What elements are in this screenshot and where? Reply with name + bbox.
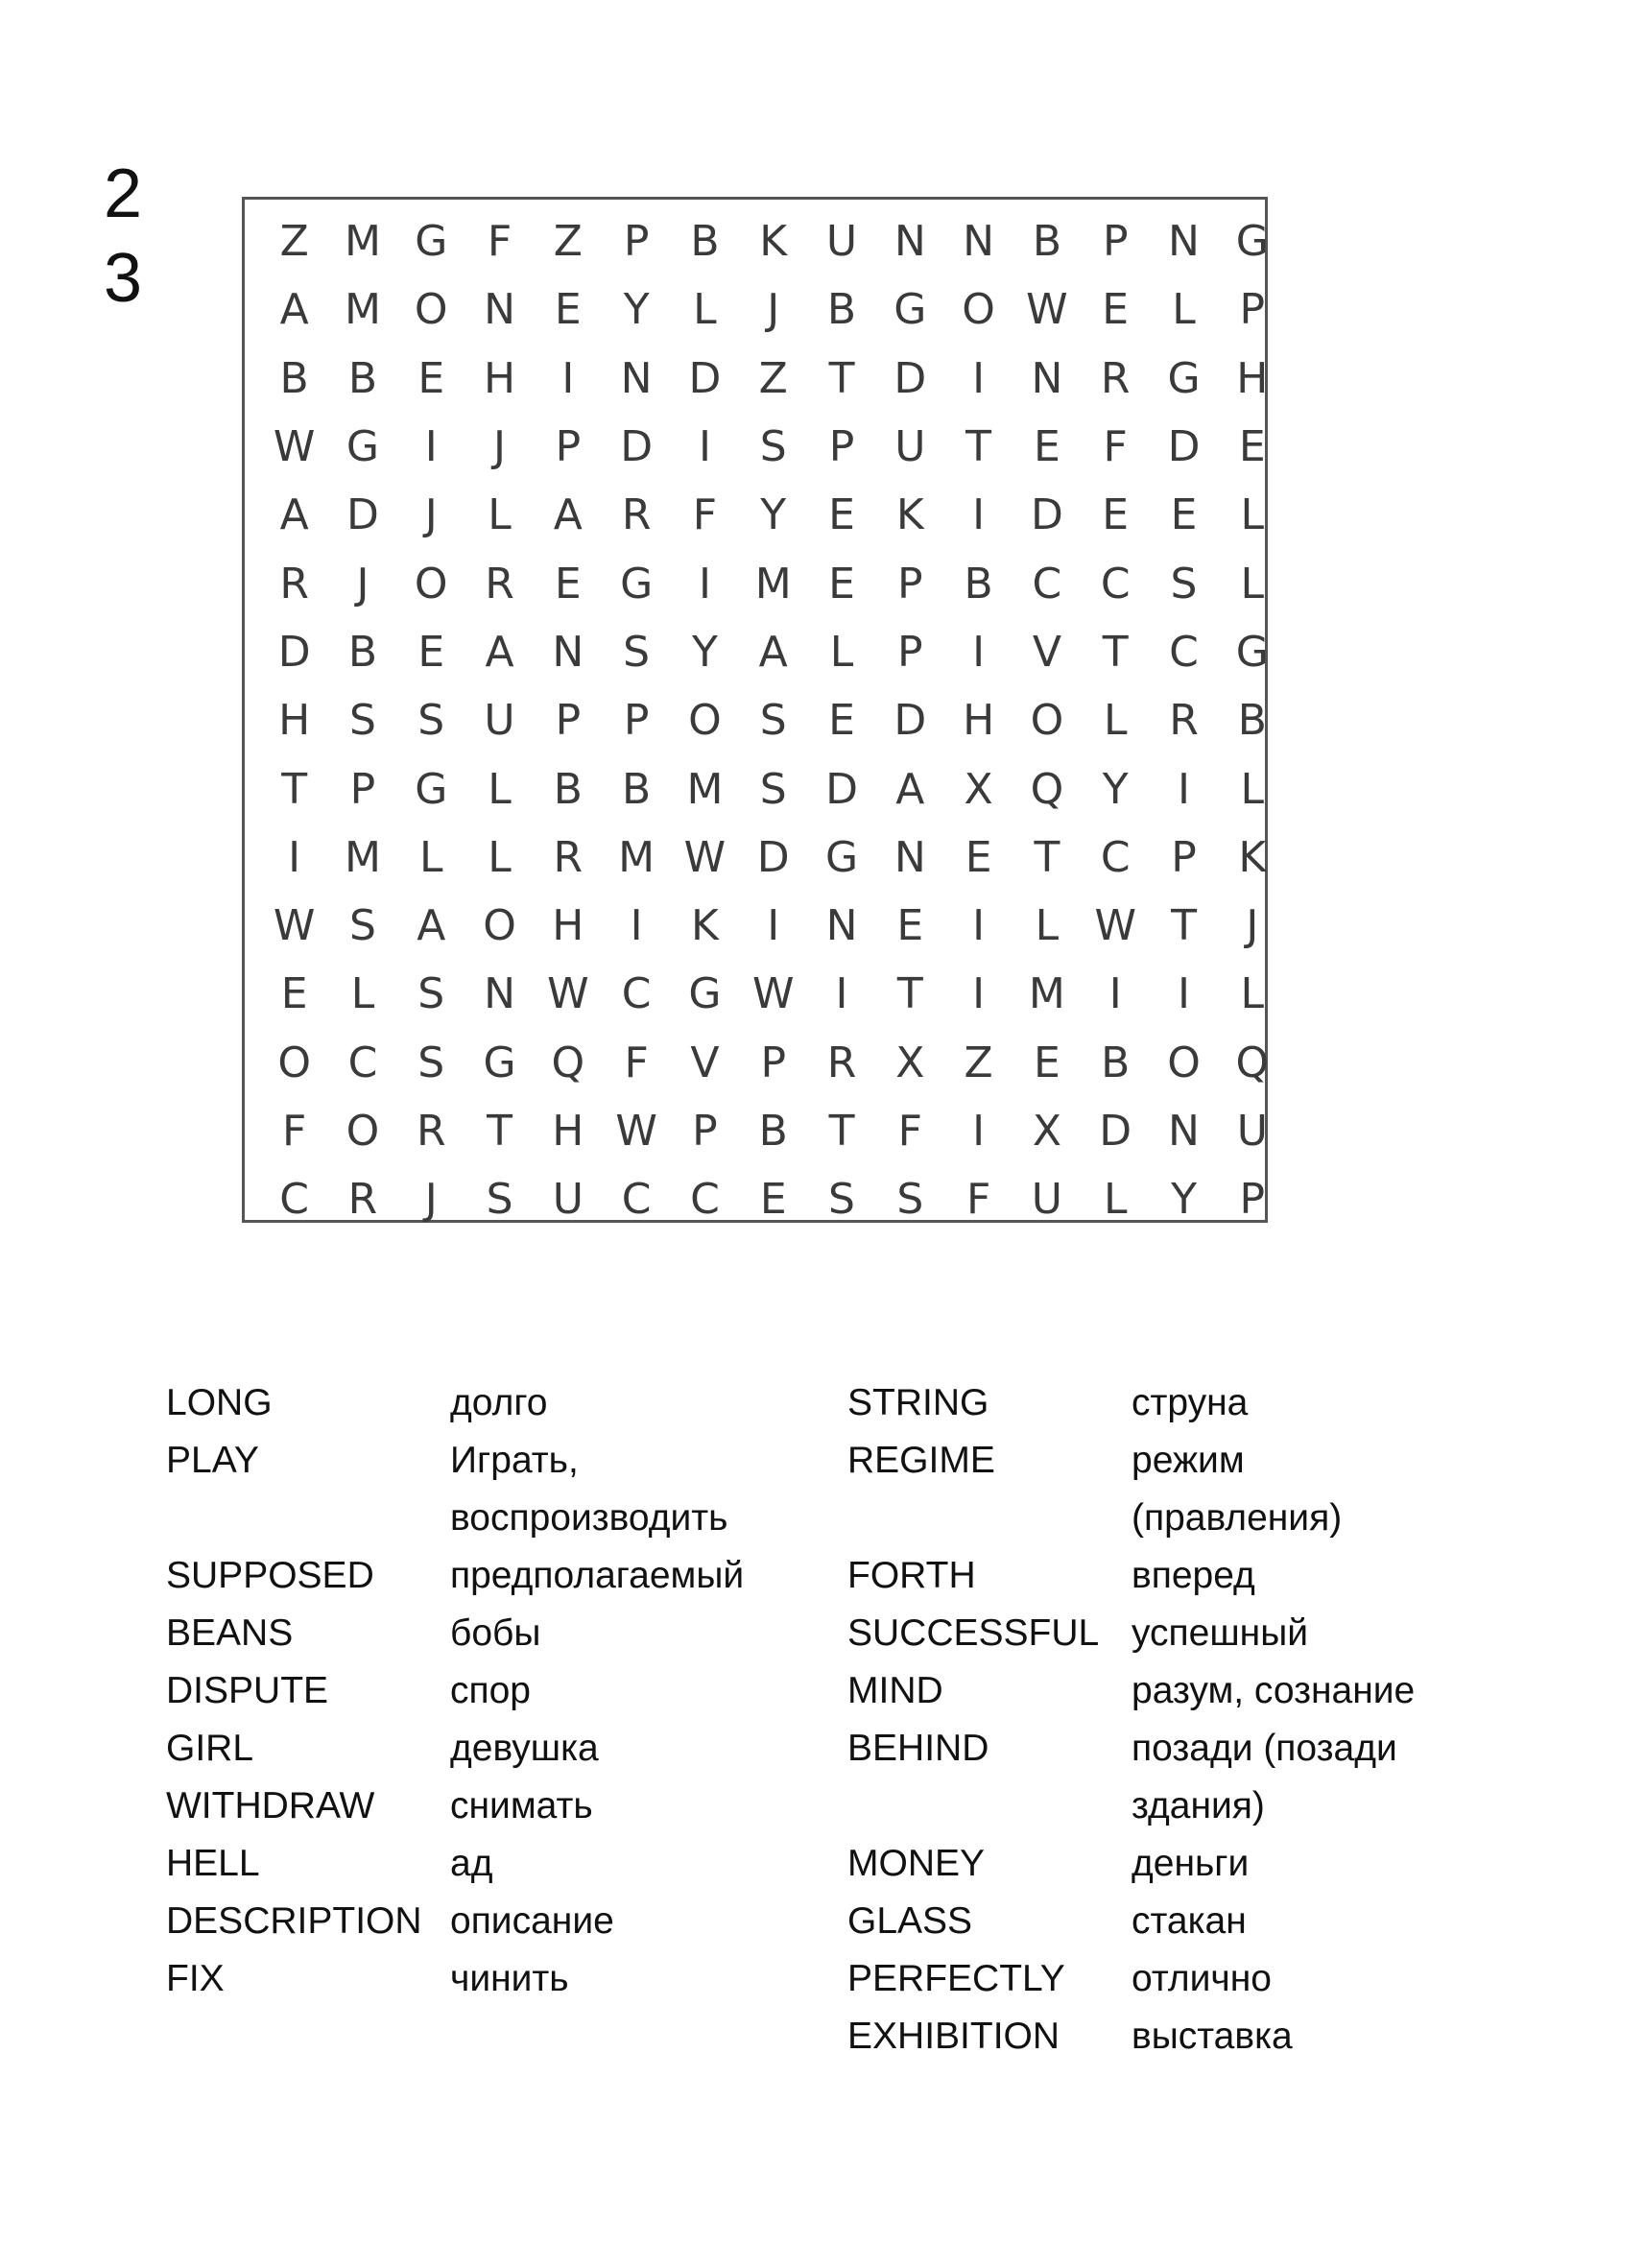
grid-cell: O: [414, 559, 448, 609]
grid-cell: F: [487, 217, 512, 267]
grid-cell: V: [690, 1038, 720, 1087]
grid-cell: W: [1094, 901, 1136, 951]
grid-cell: I: [972, 1107, 986, 1156]
word-translation: долго: [450, 1382, 548, 1423]
grid-cell: O: [414, 285, 448, 335]
grid-cell: Y: [1171, 1175, 1197, 1225]
grid-cell: S: [759, 764, 787, 814]
grid-cell: R: [1100, 353, 1131, 403]
grid-cell: Y: [691, 627, 718, 677]
grid-cell: C: [1100, 559, 1131, 609]
grid-cell: A: [417, 901, 446, 951]
grid-cell: K: [1238, 832, 1267, 882]
word-translation: снимать: [450, 1785, 593, 1826]
grid-cell: T: [1102, 627, 1129, 677]
grid-cell: E: [417, 353, 445, 403]
grid-cell: C: [1169, 627, 1199, 677]
grid-cell: R: [1169, 696, 1199, 746]
grid-cell: E: [759, 1175, 787, 1225]
grid-cell: W: [273, 422, 316, 472]
grid-cell: L: [693, 285, 717, 335]
grid-cell: S: [486, 1175, 513, 1225]
grid-cell: I: [698, 559, 711, 609]
grid-cell: S: [759, 696, 787, 746]
grid-cell: E: [896, 901, 924, 951]
grid-cell: D: [1099, 1107, 1132, 1156]
grid-cell: I: [1178, 764, 1190, 814]
grid-cell: E: [1238, 422, 1266, 472]
grid-cell: F: [624, 1038, 649, 1087]
grid-cell: Q: [551, 1038, 585, 1087]
grid-cell: B: [690, 217, 720, 267]
grid-cell: U: [825, 217, 858, 267]
grid-cell: O: [688, 696, 722, 746]
grid-cell: O: [1030, 696, 1064, 746]
grid-cell: I: [630, 901, 643, 951]
grid-cell: W: [1026, 285, 1068, 335]
grid-cell: S: [759, 422, 787, 472]
grid-cell: G: [415, 217, 448, 267]
grid-cell: Z: [758, 353, 788, 403]
word-english: BEHIND: [847, 1728, 989, 1769]
grid-cell: I: [288, 832, 301, 882]
grid-cell: F: [1103, 422, 1128, 472]
grid-cell: F: [897, 1107, 922, 1156]
grid-cell: K: [691, 901, 719, 951]
grid-cell: B: [964, 559, 993, 609]
grid-cell: N: [1031, 353, 1063, 403]
grid-cell: Q: [1030, 764, 1064, 814]
word-translation: струна: [1132, 1382, 1249, 1423]
grid-cell: L: [488, 764, 512, 814]
word-translation: здания): [1132, 1785, 1265, 1826]
grid-cell: L: [1240, 490, 1265, 540]
grid-cell: J: [767, 285, 780, 335]
grid-cell: M: [618, 832, 655, 882]
word-translation: (правления): [1132, 1497, 1343, 1539]
grid-cell: H: [552, 1107, 584, 1156]
grid-cell: G: [620, 559, 654, 609]
grid-cell: S: [1170, 559, 1198, 609]
grid-cell: E: [965, 832, 992, 882]
word-search-grid: [260, 207, 1286, 1233]
grid-cell: T: [828, 1107, 855, 1156]
grid-cell: O: [345, 1107, 380, 1156]
grid-cell: E: [417, 627, 445, 677]
word-translation: вперед: [1132, 1555, 1255, 1596]
grid-cell: B: [347, 627, 378, 677]
grid-cell: K: [759, 217, 788, 267]
grid-cell: E: [554, 285, 582, 335]
grid-cell: A: [279, 490, 309, 540]
word-english: GIRL: [166, 1728, 254, 1769]
word-english: STRING: [847, 1382, 989, 1423]
word-english: DESCRIPTION: [166, 1900, 422, 1942]
grid-cell: D: [893, 696, 927, 746]
grid-cell: J: [424, 1175, 438, 1225]
grid-cell: L: [1240, 764, 1265, 814]
grid-cell: B: [1237, 696, 1267, 746]
grid-cell: N: [893, 832, 926, 882]
grid-cell: L: [1240, 559, 1265, 609]
grid-cell: I: [424, 422, 438, 472]
grid-cell: B: [279, 353, 309, 403]
grid-cell: P: [623, 217, 650, 267]
grid-cell: Y: [1102, 764, 1129, 814]
word-english: BEANS: [166, 1612, 294, 1654]
grid-cell: G: [1167, 353, 1201, 403]
grid-cell: U: [484, 696, 515, 746]
grid-cell: R: [826, 1038, 857, 1087]
word-translation: Играть,: [450, 1440, 579, 1481]
grid-cell: R: [621, 490, 652, 540]
grid-cell: E: [1102, 285, 1130, 335]
word-english: FIX: [166, 1958, 225, 1999]
grid-cell: U: [1031, 1175, 1063, 1225]
grid-cell: T: [896, 969, 923, 1019]
grid-cell: B: [553, 764, 583, 814]
grid-cell: O: [277, 1038, 311, 1087]
grid-cell: Q: [1235, 1038, 1270, 1087]
grid-cell: T: [1034, 832, 1060, 882]
grid-cell: S: [896, 1175, 924, 1225]
grid-cell: D: [893, 353, 927, 403]
grid-cell: P: [1102, 217, 1129, 267]
word-translation: ад: [450, 1843, 493, 1884]
grid-cell: P: [1171, 832, 1197, 882]
word-translation: отлично: [1132, 1958, 1272, 1999]
grid-cell: O: [962, 285, 995, 335]
word-translation: чинить: [450, 1958, 569, 1999]
grid-cell: L: [488, 832, 512, 882]
grid-cell: W: [273, 901, 316, 951]
grid-cell: N: [552, 627, 584, 677]
word-english: GLASS: [847, 1900, 973, 1942]
word-english: LONG: [166, 1382, 273, 1423]
grid-cell: E: [1034, 422, 1060, 472]
grid-cell: L: [1103, 1175, 1128, 1225]
grid-cell: D: [277, 627, 311, 677]
grid-cell: Y: [623, 285, 650, 335]
grid-cell: L: [1035, 901, 1060, 951]
grid-cell: I: [1178, 969, 1190, 1019]
grid-cell: E: [1102, 490, 1130, 540]
grid-cell: P: [1239, 1175, 1266, 1225]
grid-cell: S: [623, 627, 651, 677]
grid-cell: A: [485, 627, 514, 677]
grid-cell: U: [1236, 1107, 1268, 1156]
grid-cell: B: [758, 1107, 788, 1156]
grid-cell: G: [893, 285, 927, 335]
grid-cell: Z: [553, 217, 583, 267]
word-english: HELL: [166, 1843, 260, 1884]
grid-cell: N: [484, 285, 515, 335]
grid-cell: T: [965, 422, 992, 472]
word-translation: спор: [450, 1670, 531, 1711]
grid-cell: I: [972, 969, 986, 1019]
grid-cell: D: [1030, 490, 1063, 540]
page-number-digit: 3: [104, 240, 143, 317]
grid-cell: B: [1032, 217, 1061, 267]
grid-cell: E: [1034, 1038, 1060, 1087]
grid-cell: C: [1100, 832, 1131, 882]
grid-cell: J: [424, 490, 438, 540]
grid-cell: A: [758, 627, 788, 677]
grid-cell: Y: [760, 490, 787, 540]
grid-cell: C: [279, 1175, 310, 1225]
grid-cell: I: [1108, 969, 1122, 1019]
grid-cell: E: [280, 969, 308, 1019]
grid-cell: V: [1032, 627, 1061, 677]
grid-cell: G: [1235, 627, 1269, 677]
grid-cell: H: [278, 696, 311, 746]
grid-cell: C: [690, 1175, 720, 1225]
grid-cell: U: [894, 422, 926, 472]
grid-cell: E: [1170, 490, 1198, 540]
grid-cell: F: [692, 490, 718, 540]
grid-cell: D: [1167, 422, 1201, 472]
grid-cell: P: [623, 696, 650, 746]
word-translation: выставка: [1132, 2016, 1293, 2057]
grid-cell: G: [415, 764, 448, 814]
word-english: FORTH: [847, 1555, 976, 1596]
grid-cell: R: [347, 1175, 378, 1225]
grid-cell: B: [826, 285, 857, 335]
grid-cell: P: [692, 1107, 718, 1156]
grid-cell: A: [553, 490, 583, 540]
grid-cell: W: [547, 969, 589, 1019]
grid-cell: J: [1246, 901, 1259, 951]
grid-cell: G: [1235, 217, 1269, 267]
grid-cell: G: [483, 1038, 516, 1087]
grid-cell: I: [972, 490, 986, 540]
grid-cell: Z: [964, 1038, 993, 1087]
grid-cell: C: [347, 1038, 378, 1087]
grid-cell: D: [346, 490, 379, 540]
grid-cell: D: [825, 764, 858, 814]
grid-cell: H: [483, 353, 516, 403]
grid-cell: T: [487, 1107, 512, 1156]
grid-cell: L: [350, 969, 375, 1019]
grid-cell: K: [895, 490, 924, 540]
grid-cell: X: [964, 764, 993, 814]
grid-cell: I: [698, 422, 711, 472]
grid-cell: N: [963, 217, 995, 267]
word-english: PLAY: [166, 1440, 259, 1481]
grid-cell: T: [1171, 901, 1197, 951]
grid-cell: E: [828, 490, 855, 540]
grid-cell: P: [349, 764, 376, 814]
grid-cell: H: [552, 901, 584, 951]
word-search-grid-frame: [242, 197, 1268, 1223]
grid-cell: I: [767, 901, 780, 951]
grid-cell: R: [416, 1107, 446, 1156]
grid-cell: S: [348, 696, 376, 746]
grid-cell: D: [688, 353, 722, 403]
grid-cell: L: [1240, 969, 1265, 1019]
word-english: MONEY: [847, 1843, 986, 1884]
grid-cell: L: [1103, 696, 1128, 746]
grid-cell: P: [897, 627, 923, 677]
word-translation: девушка: [450, 1728, 599, 1769]
grid-cell: M: [344, 285, 381, 335]
page-number: [104, 152, 142, 321]
grid-cell: I: [835, 969, 848, 1019]
word-translation: режим: [1132, 1440, 1245, 1481]
grid-cell: O: [1167, 1038, 1201, 1087]
grid-cell: O: [483, 901, 516, 951]
grid-cell: B: [1101, 1038, 1131, 1087]
grid-cell: N: [484, 969, 515, 1019]
grid-cell: T: [281, 764, 308, 814]
grid-cell: F: [965, 1175, 991, 1225]
grid-cell: C: [621, 969, 652, 1019]
word-english: SUCCESSFUL: [847, 1612, 1100, 1654]
grid-cell: N: [1168, 217, 1200, 267]
grid-cell: I: [561, 353, 575, 403]
grid-cell: S: [828, 1175, 855, 1225]
word-english: WITHDRAW: [166, 1785, 375, 1826]
grid-cell: M: [754, 559, 792, 609]
grid-cell: A: [279, 285, 309, 335]
grid-cell: C: [621, 1175, 652, 1225]
word-translation: предполагаемый: [450, 1555, 745, 1596]
grid-cell: X: [1032, 1107, 1061, 1156]
grid-cell: L: [829, 627, 854, 677]
grid-cell: L: [418, 832, 443, 882]
grid-cell: J: [356, 559, 369, 609]
grid-cell: A: [895, 764, 925, 814]
grid-cell: P: [760, 1038, 786, 1087]
word-translation: стакан: [1132, 1900, 1247, 1942]
grid-cell: H: [963, 696, 995, 746]
grid-cell: P: [555, 696, 582, 746]
grid-cell: U: [552, 1175, 584, 1225]
word-translation: деньги: [1132, 1843, 1250, 1884]
grid-cell: P: [1239, 285, 1266, 335]
grid-cell: M: [344, 832, 381, 882]
grid-cell: H: [1236, 353, 1269, 403]
word-english: REGIME: [847, 1440, 995, 1481]
grid-cell: S: [348, 901, 376, 951]
word-translation: разум, сознание: [1132, 1670, 1416, 1711]
grid-cell: W: [683, 832, 727, 882]
grid-cell: S: [417, 969, 445, 1019]
grid-cell: S: [417, 1038, 445, 1087]
grid-cell: Z: [279, 217, 309, 267]
grid-cell: E: [828, 559, 855, 609]
word-translation: бобы: [450, 1612, 541, 1654]
word-english: SUPPOSED: [166, 1555, 374, 1596]
page-number-digit: 2: [104, 155, 143, 232]
grid-cell: N: [620, 353, 653, 403]
grid-cell: I: [972, 353, 986, 403]
word-english: DISPUTE: [166, 1670, 329, 1711]
grid-cell: R: [553, 832, 584, 882]
grid-cell: D: [756, 832, 790, 882]
grid-cell: I: [972, 901, 986, 951]
word-translation: успешный: [1132, 1612, 1309, 1654]
word-translation: воспроизводить: [450, 1497, 728, 1539]
grid-cell: N: [1168, 1107, 1200, 1156]
grid-cell: M: [1028, 969, 1065, 1019]
grid-cell: E: [828, 696, 855, 746]
grid-cell: I: [972, 627, 986, 677]
grid-cell: G: [688, 969, 722, 1019]
grid-cell: L: [1172, 285, 1196, 335]
grid-cell: T: [828, 353, 855, 403]
grid-cell: E: [554, 559, 582, 609]
grid-cell: R: [279, 559, 309, 609]
grid-cell: W: [751, 969, 795, 1019]
grid-cell: B: [622, 764, 652, 814]
grid-cell: C: [1032, 559, 1062, 609]
grid-cell: M: [686, 764, 724, 814]
word-translation: описание: [450, 1900, 614, 1942]
grid-cell: P: [828, 422, 855, 472]
word-translation: позади (позади: [1132, 1728, 1397, 1769]
grid-cell: G: [345, 422, 379, 472]
grid-cell: F: [281, 1107, 307, 1156]
grid-cell: W: [615, 1107, 657, 1156]
grid-cell: X: [895, 1038, 925, 1087]
grid-cell: G: [824, 832, 859, 882]
word-english: PERFECTLY: [847, 1958, 1065, 1999]
grid-cell: N: [893, 217, 926, 267]
grid-cell: S: [417, 696, 445, 746]
grid-cell: M: [344, 217, 381, 267]
grid-cell: N: [825, 901, 858, 951]
grid-cell: D: [620, 422, 654, 472]
grid-cell: R: [485, 559, 514, 609]
word-english: EXHIBITION: [847, 2016, 1060, 2057]
grid-cell: P: [555, 422, 582, 472]
grid-cell: B: [347, 353, 378, 403]
word-english: MIND: [847, 1670, 943, 1711]
grid-cell: L: [488, 490, 512, 540]
grid-cell: J: [493, 422, 507, 472]
grid-cell: P: [897, 559, 923, 609]
